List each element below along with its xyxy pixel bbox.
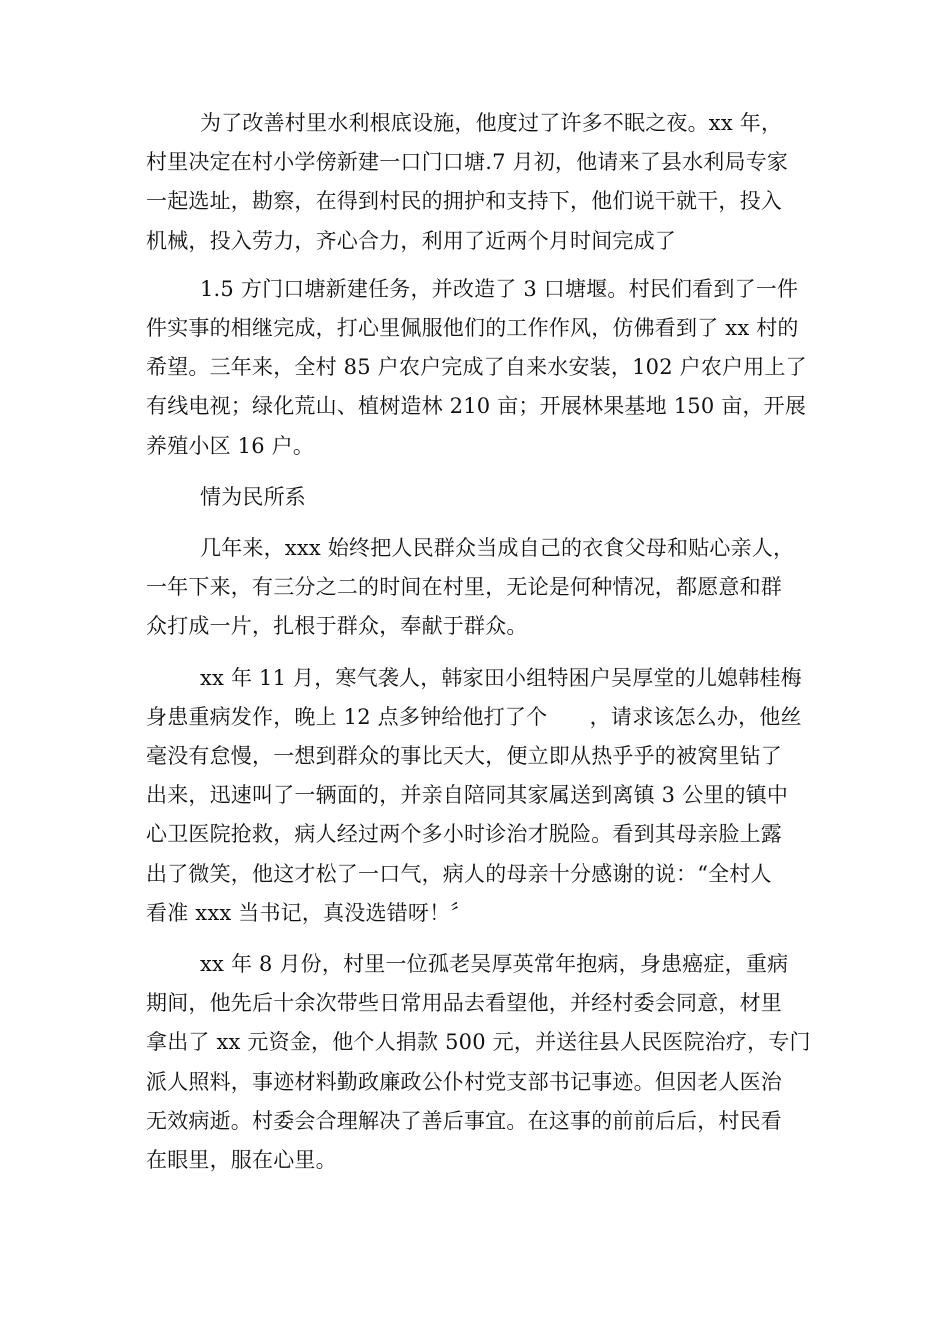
text-line: 一年下来，有三分之二的时间在村里，无论是何种情况，都愿意和群: [146, 575, 782, 600]
text-line: xx 年 8 月份，村里一位孤老吴厚英常年抱病，身患癌症，重病: [200, 952, 789, 977]
paragraph-water-conservancy: [146, 104, 806, 261]
text-line: 拿出了 xx 元资金，他个人捐款 500 元，并送往县人民医院治疗，专门: [146, 1030, 811, 1055]
text-line: 机械，投入劳力，齐心合力，利用了近两个月时间完成了: [146, 228, 676, 253]
text-line: 派人照料，事迹材料勤政廉政公仆村党支部书记事迹。但因老人医治: [146, 1069, 782, 1094]
section-heading: [146, 478, 806, 517]
text-line: 为了改善村里水利根底设施，他度过了许多不眠之夜。xx 年，: [200, 111, 783, 135]
paragraph-serving-people: [146, 529, 806, 647]
section-heading-text: 情为民所系: [200, 484, 306, 509]
text-line: 件实事的相继完成，打心里佩服他们的工作作风，仿佛看到了 xx 村的: [146, 316, 799, 341]
text-line: 出了微笑，他这才松了一口气，病人的母亲十分感谢的说：“全村人: [146, 861, 772, 886]
text-line: 出来，迅速叫了一辆面的，并亲自陪同其家属送到离镇 3 公里的镇中: [146, 783, 789, 808]
text-line: 毫没有怠慢，一想到群众的事比天大，便立即从热乎乎的被窝里钻了: [146, 744, 782, 769]
paragraph-village-achievements: [146, 270, 806, 466]
text-line: 有线电视；绿化荒山、植树造林 210 亩；开展林果基地 150 亩，开展: [146, 394, 807, 419]
text-line: 村里决定在村小学傍新建一口门口塘.7 月初，他请来了县水利局专家: [146, 150, 789, 175]
text-line: 看准 xxx 当书记，真没选错呀！〞: [146, 900, 472, 925]
text-line: xx 年 11 月，寒气袭人，韩家田小组特困户吴厚堂的儿媳韩桂梅: [200, 665, 802, 690]
paragraph-elderly-care-story: [146, 945, 811, 1180]
text-line: 养殖小区 16 户。: [146, 433, 315, 458]
text-line: 希望。三年来，全村 85 户农户完成了自来水安装，102 户农户用上了: [146, 355, 807, 380]
text-line: 期间，他先后十余次带些日常用品去看望他，并经村委会同意，材里: [146, 991, 782, 1016]
text-line: 众打成一片，扎根于群众，奉献于群众。: [146, 614, 528, 639]
document-page: [146, 104, 811, 1180]
text-line: 心卫医院抢救，病人经过两个多小时诊治才脱险。看到其母亲脸上露: [146, 822, 782, 847]
text-line: 在眼里，服在心里。: [146, 1148, 337, 1173]
text-line: 身患重病发作，晚上 12 点多钟给他打了个 ，请求该怎么办，他丝: [146, 704, 802, 729]
paragraph-emergency-story: [146, 659, 806, 933]
text-line: 无效病逝。村委会合理解决了善后事宜。在这事的前前后后，村民看: [146, 1108, 782, 1133]
text-line: 一起选址，勘察，在得到村民的拥护和支持下，他们说干就干，投入: [146, 189, 782, 214]
text-line: 几年来，xxx 始终把人民群众当成自己的衣食父母和贴心亲人，: [200, 536, 795, 561]
text-line: 1.5 方门口塘新建任务，并改造了 3 口塘堰。村民们看到了一件: [200, 276, 799, 301]
